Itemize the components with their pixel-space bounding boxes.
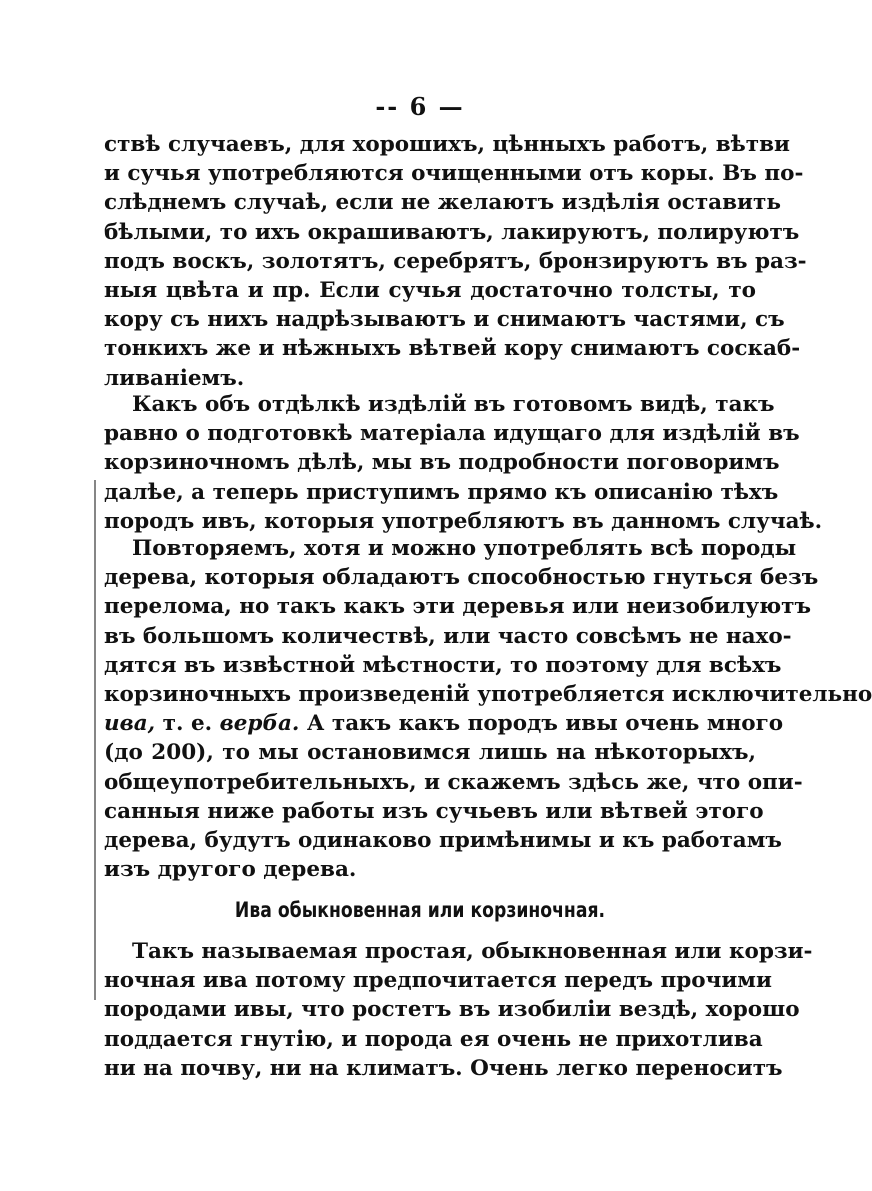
text-line: корзиночныхъ произведеній употребляется исключительно (104, 681, 872, 707)
text-line: санныя ниже работы изъ сучьевъ или вѣтвей этого (104, 798, 764, 824)
text-line: дятся въ извѣстной мѣстности, то поэтому для всѣхъ (104, 652, 782, 678)
text-line: кору съ нихъ надрѣзываютъ и снимаютъ частями, съ (104, 307, 785, 333)
paragraph-4 (104, 937, 813, 1083)
text-line: перелома, но такъ какъ эти деревья или неизобилуютъ (104, 594, 811, 620)
text-line: дерева, будутъ одинаково примѣнимы и къ работамъ (104, 827, 782, 853)
text-line: ночная ива потому предпочитается передъ прочими (104, 968, 772, 994)
text-line: и сучья употребляются очищенными отъ коры. Въ по- (104, 161, 804, 187)
text-line: ныя цвѣта и пр. Если сучья достаточно толсты, то (104, 277, 756, 303)
text-line: дерева, которыя обладаютъ способностью гнуться безъ (104, 565, 819, 591)
text-line: общеупотребительныхъ, и скажемъ здѣсь же, что опи- (104, 769, 803, 795)
paragraph-1 (104, 130, 807, 393)
margin-mark (94, 480, 96, 1000)
text-line: (до 200), то мы остановимся лишь на нѣкоторыхъ, (104, 740, 756, 766)
text-line: подъ воскъ, золотятъ, серебрятъ, бронзируютъ въ раз- (104, 248, 807, 274)
italic-term: верба. (219, 711, 300, 737)
section-heading: Ива обыкновенная или корзиночная. (234, 898, 606, 922)
text-line: корзиночномъ дѣлѣ, мы въ подробности поговоримъ (104, 450, 780, 476)
text-line: слѣднемъ случаѣ, если не желаютъ издѣлія оставить (104, 190, 781, 216)
text-line: Какъ объ отдѣлкѣ издѣлій въ готовомъ видѣ, такъ (132, 392, 775, 417)
text-line: въ большомъ количествѣ, или часто совсѣмъ не нахо- (104, 623, 792, 649)
text-line: далѣе, а теперь приступимъ прямо къ описанію тѣхъ (104, 479, 779, 505)
paragraph-2 (104, 390, 823, 536)
text-line: ни на почву, ни на климатъ. Очень легко переноситъ (104, 1055, 783, 1081)
text-line: равно о подготовкѣ матеріала идущаго для издѣлій въ (104, 421, 800, 447)
text-line: породами ивы, что ростетъ въ изобиліи вездѣ, хорошо (104, 997, 800, 1023)
text-line: поддается гнутію, и порода ея очень не прихотлива (104, 1026, 763, 1052)
italic-term: ива, (104, 711, 156, 737)
text-line: тонкихъ же и нѣжныхъ вѣтвей кору снимаютъ соскаб- (104, 336, 801, 362)
text-line: ствѣ случаевъ, для хорошихъ, цѣнныхъ работъ, вѣтви (104, 132, 790, 157)
text-line: изъ другого дерева. (104, 857, 357, 883)
text-line: породъ ивъ, которыя употребляютъ въ данномъ случаѣ. (104, 508, 823, 534)
text-line: бѣлыми, то ихъ окрашиваютъ, лакируютъ, полируютъ (104, 219, 800, 245)
text-fragment: т. е. (155, 711, 220, 737)
text-line-mixed (104, 709, 784, 738)
text-fragment: А такъ какъ породъ ивы очень много (299, 711, 784, 737)
text-line: Повторяемъ, хотя и можно употреблять всѣ породы (132, 536, 797, 561)
page-number: -- 6 — (375, 92, 465, 121)
text-line: Такъ называемая простая, обыкновенная или корзи- (132, 939, 813, 964)
text-line: ливаніемъ. (104, 365, 245, 391)
paragraph-3 (104, 534, 872, 884)
